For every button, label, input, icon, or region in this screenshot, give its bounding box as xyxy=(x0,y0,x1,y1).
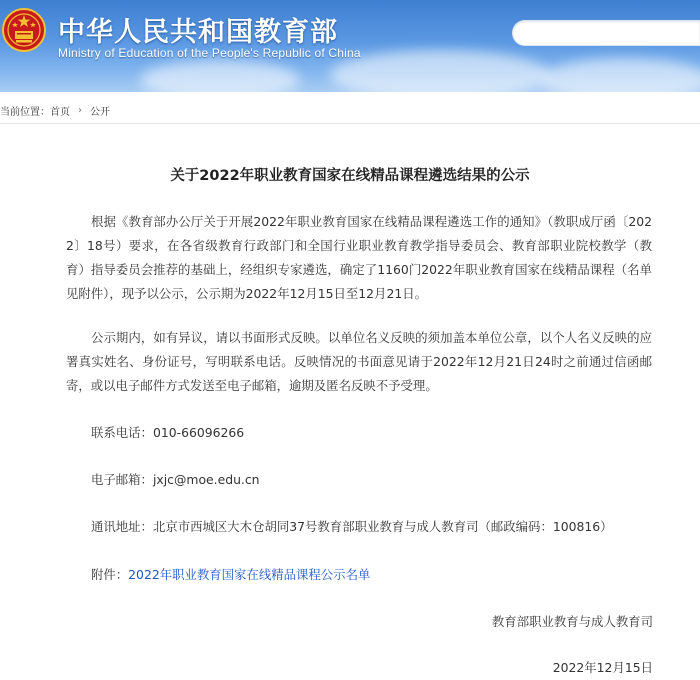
signature-date: 2022年12月15日 xyxy=(552,660,653,675)
site-subtitle: Ministry of Education of the People's Republic of China xyxy=(58,46,361,60)
search-input[interactable] xyxy=(512,20,700,46)
contact-phone-label: 联系电话： xyxy=(91,425,153,440)
contact-phone xyxy=(91,421,244,445)
site-header xyxy=(0,0,700,92)
national-emblem-icon xyxy=(2,8,46,52)
breadcrumb-divider xyxy=(0,123,700,124)
contact-address xyxy=(91,515,613,539)
signature-department: 教育部职业教育与成人教育司 xyxy=(491,614,653,629)
header-cloud xyxy=(540,58,700,92)
site-title: 中华人民共和国教育部 xyxy=(58,17,338,48)
attachment-link[interactable]: 2022年职业教育国家在线精品课程公示名单 xyxy=(128,567,371,582)
breadcrumb-item-home[interactable]: 首页 xyxy=(50,106,70,118)
contact-address-value: 北京市西城区大木仓胡同37号教育部职业教育与成人教育司（邮政编码：100816） xyxy=(152,519,613,534)
breadcrumb-label: 当前位置： xyxy=(0,106,50,118)
header-cloud xyxy=(330,50,550,92)
header-cloud xyxy=(140,60,300,92)
contact-address-label: 通讯地址： xyxy=(91,519,153,534)
contact-email-value: jxjc@moe.edu.cn xyxy=(152,472,260,487)
contact-email-label: 电子邮箱： xyxy=(91,472,153,487)
article-title: 关于2022年职业教育国家在线精品课程遴选结果的公示 xyxy=(170,168,530,184)
breadcrumb-item-public[interactable]: 公开 xyxy=(90,106,110,118)
breadcrumb xyxy=(0,102,110,118)
contact-email xyxy=(91,468,260,492)
attachment-label: 附件： xyxy=(91,567,129,582)
contact-phone-value: 010-66096266 xyxy=(152,425,245,440)
article-paragraph: 公示期内，如有异议，请以书面形式反映。以单位名义反映的须加盖本单位公章，以个人名义反映的应署真实姓名、身份证号，写明联系电话。反映情况的书面意见请于2022年12月21日24时之前通过信函邮寄，或以电子邮件方式发送至电子邮箱，逾期及匿名反映不予受理。 xyxy=(66,330,652,393)
chevron-right-icon: › xyxy=(78,104,82,116)
article-paragraph: 根据《教育部办公厅关于开展2022年职业教育国家在线精品课程遴选工作的通知》（教职成厅函〔2022〕18号）要求，在各省级教育行政部门和全国行业职业教育教学指导委员会、教育部职业院校教学（教育）指导委员会推荐的基础上，经组织专家遴选，确定了1160门2022年职业教育国家在线精品课程（名单见附件），现予以公示，公示期为2022年12月15日至12月21日。 xyxy=(66,214,652,301)
attachment xyxy=(91,563,370,587)
